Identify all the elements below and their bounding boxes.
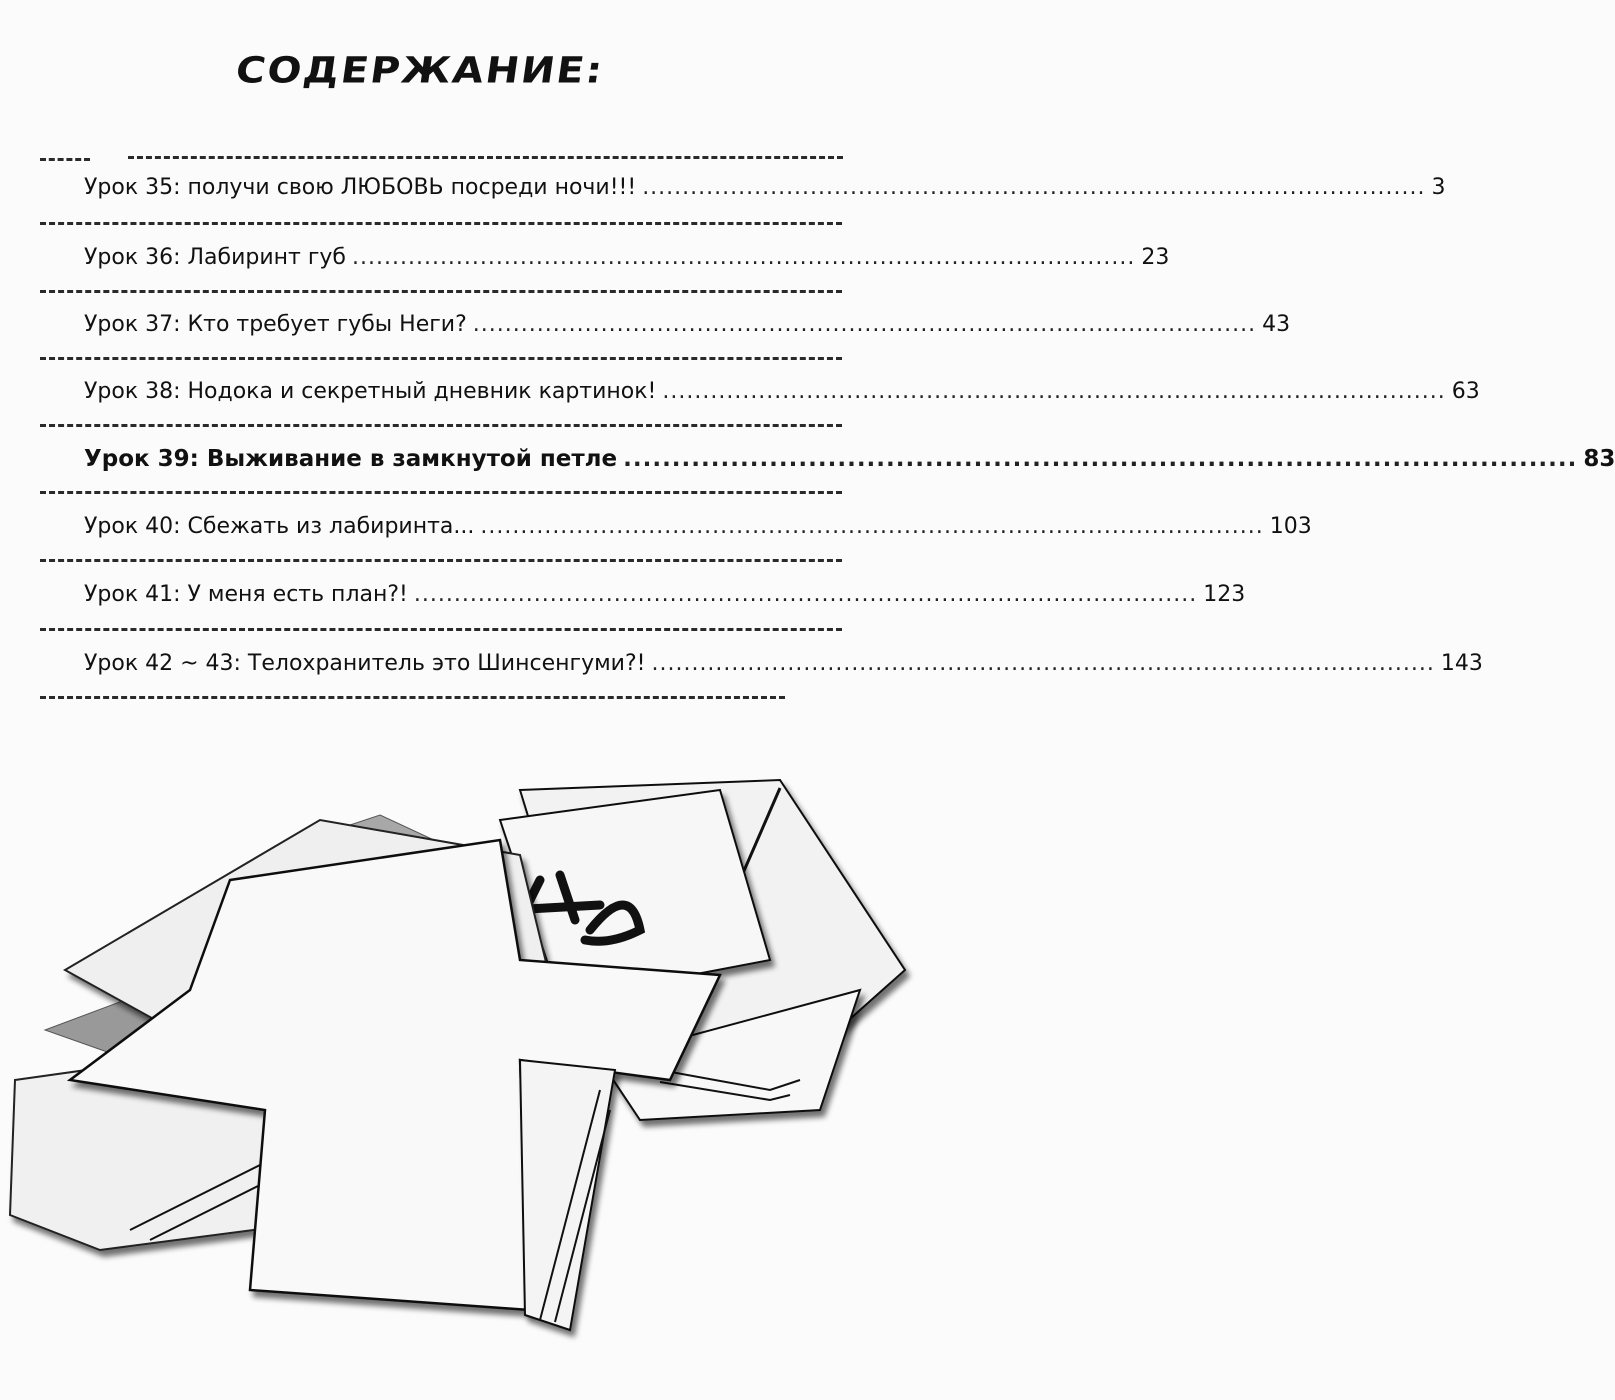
dot-leader: .................................................................................................. <box>413 581 1198 607</box>
dot-leader: .................................................................................................. <box>662 378 1446 404</box>
toc-entry-title: Урок 36: Лабиринт губ <box>84 244 347 270</box>
toc-entry-title: Урок 35: получи свою ЛЮБОВЬ посреди ночи!!! <box>84 174 637 200</box>
page-title: СОДЕРЖАНИЕ: <box>233 50 607 92</box>
dot-leader: .................................................................................................. <box>352 244 1136 270</box>
toc-entry[interactable] <box>84 237 1170 277</box>
dot-leader: .................................................................................................. <box>480 513 1264 539</box>
dot-leader: .................................................................................................. <box>472 311 1257 337</box>
toc-entry-page: 143 <box>1440 650 1483 676</box>
toc-entry[interactable] <box>84 304 1291 344</box>
dot-leader: .................................................................................................. <box>651 650 1435 676</box>
dot-leader: .................................................................................................. <box>623 446 1578 472</box>
toc-entry-page: 43 <box>1262 311 1291 337</box>
toc-entry-title: Урок 42 ~ 43: Телохранитель это Шинсенгуми?! <box>84 650 646 676</box>
paper-cards-illustration <box>0 740 907 1400</box>
toc-entry-page: 123 <box>1203 581 1246 607</box>
divider <box>40 424 842 427</box>
toc-entry-title: Урок 37: Кто требует губы Неги? <box>84 311 467 337</box>
divider <box>40 222 842 225</box>
divider <box>40 158 90 161</box>
toc-entry[interactable] <box>84 371 1480 411</box>
divider <box>40 357 842 360</box>
toc-entry-title: Урок 39: Выживание в замкнутой петле <box>84 446 618 472</box>
divider <box>40 696 785 699</box>
divider <box>128 156 843 159</box>
toc-entry-title: Урок 40: Сбежать из лабиринта... <box>84 513 475 539</box>
dot-leader: .................................................................................................. <box>642 174 1426 200</box>
toc-entry-page: 63 <box>1451 378 1480 404</box>
toc-entry[interactable] <box>84 574 1246 614</box>
divider <box>40 290 842 293</box>
toc-entry-title: Урок 38: Нодока и секретный дневник картинок! <box>84 378 657 404</box>
toc-entry-page: 3 <box>1431 174 1446 200</box>
toc-entry[interactable] <box>84 439 1615 479</box>
toc-entry-page: 83 <box>1583 446 1615 472</box>
divider <box>40 559 842 562</box>
toc-entry[interactable] <box>84 506 1312 546</box>
divider <box>40 628 842 631</box>
toc-entry-page: 103 <box>1269 513 1312 539</box>
paper-card <box>520 1060 615 1330</box>
toc-entry[interactable] <box>84 643 1483 683</box>
toc-entry-page: 23 <box>1141 244 1170 270</box>
divider <box>40 491 842 494</box>
toc-entry[interactable] <box>84 167 1446 207</box>
toc-entry-title: Урок 41: У меня есть план?! <box>84 581 408 607</box>
